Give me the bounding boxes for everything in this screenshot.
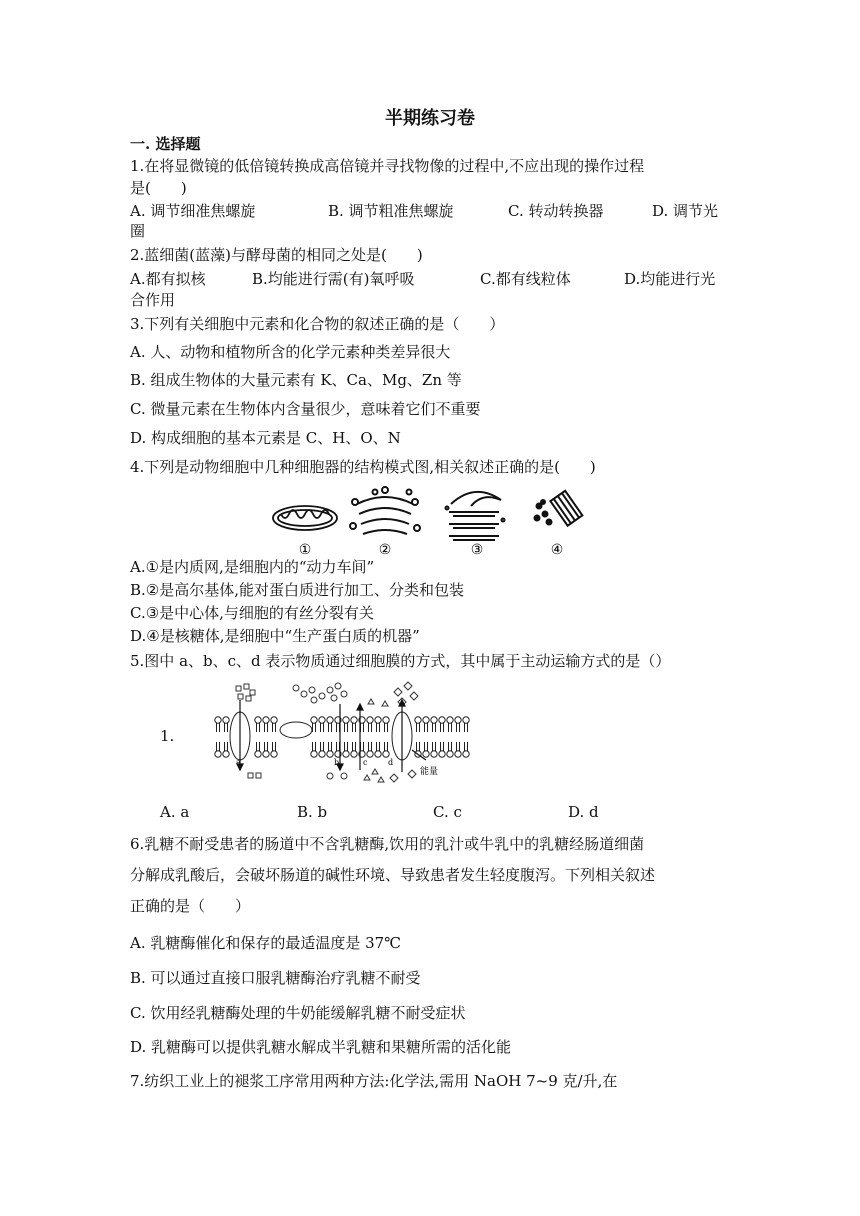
phospholipid-tail (433, 723, 436, 732)
phospholipid-head (223, 717, 229, 723)
phospholipid-head (375, 751, 381, 757)
phospholipid-tail (329, 723, 332, 732)
q4-option-b[interactable]: B.②是高尔基体,能对蛋白质进行加工、分类和包装 (130, 581, 465, 599)
transport-label-b: b (334, 758, 340, 767)
phospholipid-tail (273, 742, 276, 751)
phospholipid-tail (369, 742, 372, 751)
phospholipid-tail (329, 742, 332, 751)
q2-option-b[interactable]: B.均能进行需(有)氧呼吸 (252, 270, 415, 288)
phospholipid-tail (449, 742, 452, 751)
q7-stem: 7.纺织工业上的褪浆工序常用两种方法:化学法,需用 NaOH 7~9 克/升,在 (130, 1072, 618, 1090)
organelle-label-4: ④ (550, 542, 564, 558)
phospholipid-tail (225, 723, 228, 732)
phospholipid-tail (417, 723, 420, 732)
phospholipid-tail (265, 723, 268, 732)
phospholipid-head (319, 717, 325, 723)
phospholipid-head (311, 751, 317, 757)
phospholipid-tail (353, 723, 356, 732)
q6-option-d[interactable]: D. 乳糖酶可以提供乳糖水解成半乳糖和果糖所需的活化能 (130, 1038, 512, 1056)
phospholipid-tail (425, 742, 428, 751)
phospholipid-head (431, 751, 437, 757)
phospholipid-tail (337, 742, 340, 751)
phospholipid-tail (265, 742, 268, 751)
phospholipid-head (447, 751, 453, 757)
molecules-outside (236, 682, 418, 706)
phospholipid-tail (313, 742, 316, 751)
q1-option-b[interactable]: B. 调节粗准焦螺旋 (328, 202, 454, 220)
centriole-drawing (535, 491, 583, 526)
q1-option-d-wrap: 圈 (130, 222, 146, 240)
q6-stem-line2: 分解成乳酸后，会破坏肠道的碱性环境、导致患者发生轻度腹泻。下列相关叙述 (130, 866, 656, 884)
phospholipid-tail (377, 742, 380, 751)
phospholipid-head (255, 751, 261, 757)
organelle-label-3: ③ (470, 542, 484, 558)
phospholipid-head (311, 717, 317, 723)
phospholipid-tail (257, 742, 260, 751)
phospholipid-tail (361, 723, 364, 732)
phospholipid-tail (273, 723, 276, 732)
phospholipid-head (327, 717, 333, 723)
phospholipid-head (343, 751, 349, 757)
membrane-protein (280, 722, 312, 738)
energy-label: 能量 (420, 767, 439, 777)
q1-option-a[interactable]: A. 调节细准焦螺旋 (130, 202, 256, 220)
q1-option-d[interactable]: D. 调节光 (652, 202, 719, 220)
phospholipid-head (423, 751, 429, 757)
q2-option-c[interactable]: C.都有线粒体 (480, 270, 571, 288)
q2-option-d[interactable]: D.均能进行光 (624, 270, 716, 288)
phospholipid-head (431, 717, 437, 723)
phospholipid-head (455, 717, 461, 723)
phospholipid-head (455, 751, 461, 757)
phospholipid-head (375, 717, 381, 723)
phospholipid-head (463, 751, 469, 757)
section-heading: 一. 选择题 (130, 135, 201, 153)
phospholipid-head (423, 717, 429, 723)
phospholipid-tail (313, 723, 316, 732)
q1-stem-line1: 1.在将显微镜的低倍镜转换成高倍镜并寻找物像的过程中,不应出现的操作过程 (130, 157, 645, 175)
q3-stem: 3.下列有关细胞中元素和化合物的叙述正确的是（ ） (130, 315, 505, 333)
phospholipid-tail (441, 742, 444, 751)
phospholipid-tail (321, 742, 324, 751)
q3-option-a[interactable]: A. 人、动物和植物所含的化学元素种类差异很大 (130, 343, 451, 361)
phospholipid-tail (433, 742, 436, 751)
q4-option-d[interactable]: D.④是核糖体,是细胞中“生产蛋白质的机器” (130, 627, 420, 645)
phospholipid-head (223, 751, 229, 757)
er-drawing (446, 492, 505, 540)
phospholipid-tail (321, 723, 324, 732)
golgi-drawing (350, 487, 420, 534)
q2-stem: 2.蓝细菌(蓝藻)与酵母菌的相同之处是( ) (130, 246, 423, 264)
mitochondrion-drawing (273, 506, 337, 530)
phospholipid-tail (257, 723, 260, 732)
phospholipid-head (351, 717, 357, 723)
phospholipid-head (447, 717, 453, 723)
phospholipid-tail (457, 723, 460, 732)
phospholipid-tail (337, 723, 340, 732)
phospholipid-tail (449, 723, 452, 732)
q6-option-a[interactable]: A. 乳糖酶催化和保存的最适温度是 37℃ (130, 934, 402, 952)
phospholipid-tail (457, 742, 460, 751)
q6-option-c[interactable]: C. 饮用经乳糖酶处理的牛奶能缓解乳糖不耐受症状 (130, 1004, 466, 1022)
membrane-transport-figure (212, 678, 474, 788)
phospholipid-tail (377, 723, 380, 732)
page-title: 半期练习卷 (385, 108, 475, 129)
q5-option-b[interactable]: B. b (297, 803, 328, 821)
phospholipid-tail (345, 723, 348, 732)
phospholipid-head (263, 751, 269, 757)
transport-label-c: c (363, 758, 368, 767)
phospholipid-head (415, 717, 421, 723)
phospholipid-tail (441, 723, 444, 732)
q5-option-c[interactable]: C. c (433, 803, 462, 821)
q4-option-a[interactable]: A.①是内质网,是细胞内的“动力车间” (130, 558, 375, 576)
q5-option-d[interactable]: D. d (568, 803, 599, 821)
organelle-figure (265, 484, 595, 558)
phospholipid-head (439, 717, 445, 723)
phospholipid-tail (385, 742, 388, 751)
q1-stem-line2: 是( ) (130, 179, 187, 197)
phospholipid-head (255, 717, 261, 723)
phospholipid-tail (465, 723, 468, 732)
organelle-label-1: ① (298, 542, 312, 558)
phospholipid-head (367, 717, 373, 723)
phospholipid-tail (417, 742, 420, 751)
molecules-inside (248, 769, 416, 782)
phospholipid-tail (225, 742, 228, 751)
phospholipid-head (439, 751, 445, 757)
q5-stem: 5.图中 a、b、c、d 表示物质通过细胞膜的方式，其中属于主动运输方式的是（） (130, 652, 671, 670)
q4-option-c[interactable]: C.③是中心体,与细胞的有丝分裂有关 (130, 604, 374, 622)
phospholipid-head (319, 751, 325, 757)
phospholipid-head (215, 751, 221, 757)
organelle-label-2: ② (378, 542, 392, 558)
q5-figure-number: 1. (160, 727, 175, 745)
phospholipid-tail (217, 723, 220, 732)
q4-stem: 4.下列是动物细胞中几种细胞器的结构模式图,相关叙述正确的是( ) (130, 458, 596, 476)
q5-option-a[interactable]: A. a (160, 803, 190, 821)
phospholipid-head (215, 717, 221, 723)
q6-option-b[interactable]: B. 可以通过直接口服乳糖酶治疗乳糖不耐受 (130, 969, 421, 987)
phospholipid-head (271, 751, 277, 757)
q3-option-d[interactable]: D. 构成细胞的基本元素是 C、H、O、N (130, 429, 401, 447)
phospholipid-head (383, 751, 389, 757)
phospholipid-tail (385, 723, 388, 732)
q6-stem-line1: 6.乳糖不耐受患者的肠道中不含乳糖酶,饮用的乳汁或牛乳中的乳糖经肠道细菌 (130, 835, 645, 853)
phospholipid-tail (353, 742, 356, 751)
transport-label-a: a (236, 758, 241, 767)
phospholipid-tail (369, 723, 372, 732)
phospholipid-head (463, 717, 469, 723)
q1-option-c[interactable]: C. 转动转换器 (508, 202, 604, 220)
q2-option-a[interactable]: A.都有拟核 (130, 270, 206, 288)
transport-label-d: d (388, 758, 394, 767)
phospholipid-tail (361, 742, 364, 751)
phospholipid-head (263, 717, 269, 723)
phospholipid-head (343, 717, 349, 723)
q3-option-b[interactable]: B. 组成生物体的大量元素有 K、Ca、Mg、Zn 等 (130, 371, 462, 389)
phospholipid-tail (465, 742, 468, 751)
phospholipid-tail (425, 723, 428, 732)
phospholipid-head (327, 751, 333, 757)
phospholipid-head (383, 717, 389, 723)
phospholipid-tail (345, 742, 348, 751)
q6-stem-line3: 正确的是（ ） (130, 897, 251, 915)
phospholipid-head (351, 751, 357, 757)
phospholipid-head (367, 751, 373, 757)
phospholipid-head (271, 717, 277, 723)
q2-option-d-wrap: 合作用 (130, 291, 176, 309)
membrane-bilayer (215, 717, 469, 757)
q3-option-c[interactable]: C. 微量元素在生物体内含量很少，意味着它们不重要 (130, 400, 481, 418)
phospholipid-tail (217, 742, 220, 751)
